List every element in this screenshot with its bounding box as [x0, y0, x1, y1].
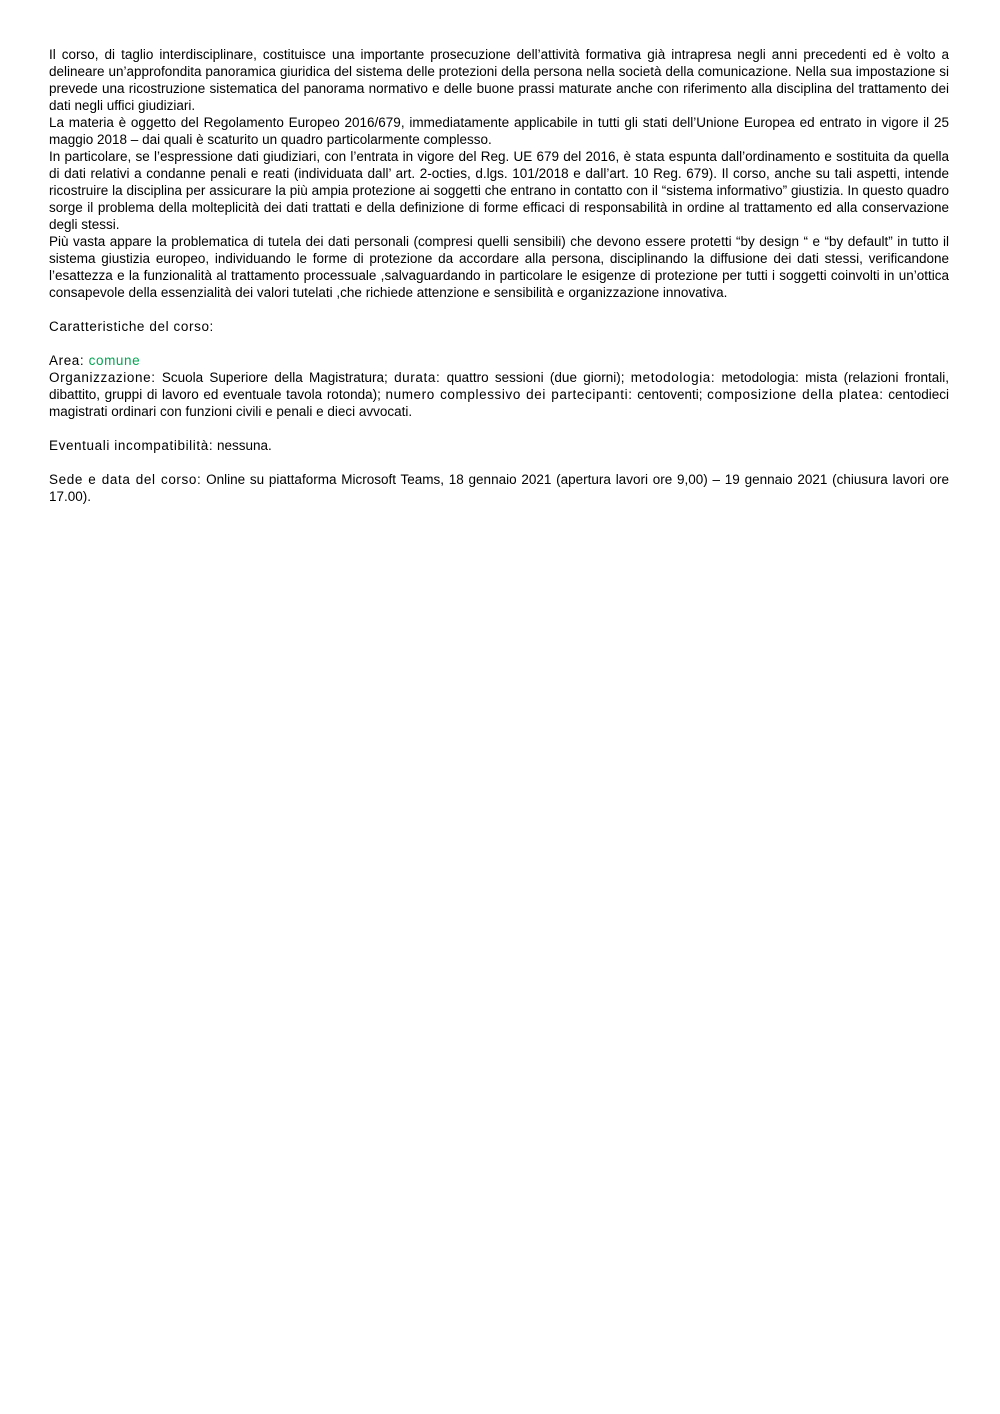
participants-label: numero complessivo dei partecipanti:: [385, 387, 633, 402]
venue-paragraph: [49, 471, 949, 505]
intro-paragraph-2: La materia è oggetto del Regolamento Europeo 2016/679, immediatamente applicabile in tutti gli stati dell’Unione Europea ed entrato in vigore il 25 maggio 2018 – dai quali è scaturito un quadro particolarmente complesso.: [49, 115, 949, 147]
participants-value: centoventi;: [632, 387, 708, 402]
incompatibility-line: [49, 437, 949, 454]
methodology-value: metodologia: mista (relazioni frontali, dibattito, gruppi di lavoro ed eventuale tavola rotonda);: [49, 370, 949, 402]
area-line: [49, 352, 949, 369]
composition-label: composizione della platea:: [707, 387, 884, 402]
area-value: comune: [88, 353, 141, 368]
spacer: [49, 301, 949, 318]
incompatibility-label: Eventuali incompatibilità:: [49, 438, 214, 453]
spacer: [49, 420, 949, 437]
duration-label: durata:: [394, 370, 441, 385]
methodology-label: metodologia:: [630, 370, 716, 385]
venue-value: Online su piattaforma Microsoft Teams, 18 gennaio 2021 (apertura lavori ore 9,00) – 19 gennaio 2021 (chiusura lavori ore 17.00).: [49, 472, 949, 504]
spacer: [49, 335, 949, 352]
intro-paragraph-3: In particolare, se l’espressione dati giudiziari, con l’entrata in vigore del Reg. UE 679 del 2016, è stata espunta dall’ordinamento e sostituita da quella di dati relativi a condanne penali e reati (individuata dall’ art. 2-octies, d.lgs. 101/2018 e dall’art. 10 Reg. 679). Il corso, anche su tali aspetti, intende ricostruire la disciplina per assicurare la più ampia protezione ai soggetti che entrano in contatto con il “sistema informativo” giustizia. In questo quadro sorge il problema della molteplicità dei dati trattati e della definizione di forme efficaci di responsabilità in ordine al trattamento ed alla conservazione degli stessi.: [49, 149, 949, 232]
intro-paragraph-1: Il corso, di taglio interdisciplinare, costituisce una importante prosecuzione dell’attività formativa già intrapresa negli anni precedenti ed è volto a delineare un’approfondita panoramica giuridica del sistema delle protezioni della persona nella società della comunicazione. Nella sua impostazione si prevede una ricostruzione sistematica del panorama normativo e delle buone prassi maturate anche con riferimento alla disciplina del trattamento dei dati negli uffici giudiziari.: [49, 47, 949, 113]
organization-label: Organizzazione:: [49, 370, 156, 385]
intro-paragraph-4: Più vasta appare la problematica di tutela dei dati personali (compresi quelli sensibili) che devono essere protetti “by design “ e “by default” in tutto il sistema giustizia europeo, individuando le forme di protezione da accordare alla persona, disciplinando la diffusione dei dati stessi, verificandone l’esattezza e la funzionalità al trattamento processuale ,salvaguardando in particolare le esigenze di protezione per tutti i soggetti coinvolti in un’ottica consapevole della essenzialità dei valori tutelati ,che richiede attenzione e sensibilità e organizzazione innovativa.: [49, 234, 949, 300]
document-page: [49, 46, 949, 505]
venue-label: Sede e data del corso:: [49, 472, 202, 487]
spacer: [49, 454, 949, 471]
composition-value: centodieci magistrati ordinari con funzioni civili e penali e dieci avvocati.: [49, 387, 949, 419]
organization-value: Scuola Superiore della Magistratura;: [155, 370, 395, 385]
incompatibility-value: nessuna.: [213, 438, 272, 453]
area-label: Area:: [49, 353, 89, 368]
organization-paragraph: [49, 369, 949, 420]
characteristics-heading: Caratteristiche del corso:: [49, 319, 214, 334]
duration-value: quattro sessioni (due giorni);: [440, 370, 631, 385]
